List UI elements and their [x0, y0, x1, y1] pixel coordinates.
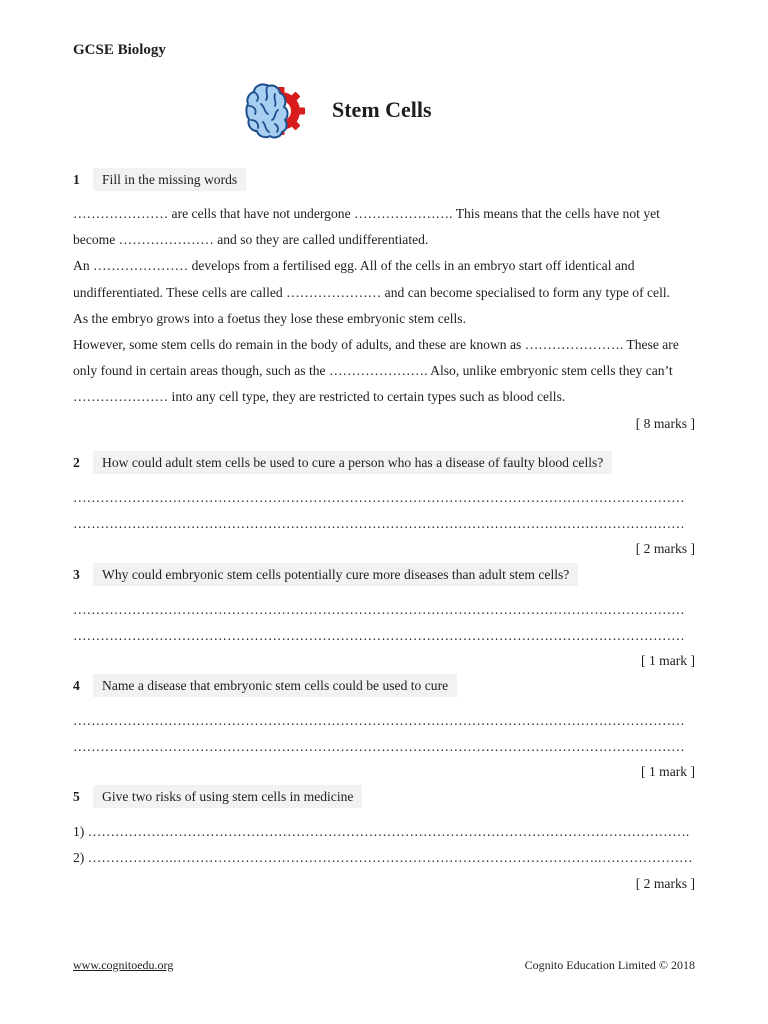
answer-line-2: 2) ……………….………………………………………………………………………………….………………… [73, 850, 693, 865]
marks-label: [ 2 marks ] [635, 541, 695, 556]
question-prompt: How could adult stem cells be used to cure a person who has a disease of faulty blood cells? [93, 451, 612, 474]
marks-label: [ 1 mark ] [641, 764, 695, 779]
paragraph-line: ………………… are cells that have not undergone …………………. This means that the cells have not yet [73, 206, 660, 221]
worksheet-title: Stem Cells [332, 97, 432, 122]
answer-line-1: 1) ……………………………………………………………………………………………………………………. [73, 824, 690, 839]
question-prompt: Fill in the missing words [93, 168, 246, 191]
marks-label: [ 8 marks ] [635, 416, 695, 431]
marks-label: [ 2 marks ] [635, 876, 695, 891]
answer-line: ……………………………………………………………………………………………………………………… [73, 713, 685, 728]
subject-heading: GCSE Biology [73, 42, 166, 58]
question-number: 5 [73, 788, 80, 804]
marks-label: [ 1 mark ] [641, 653, 695, 668]
paragraph-line: An ………………… develops from a fertilised egg. All of the cells in an embryo start off identical and [73, 258, 635, 274]
paragraph-line: ………………… into any cell type, they are restricted to certain types such as blood cells. [73, 389, 566, 405]
question-prompt: Why could embryonic stem cells potentially cure more diseases than adult stem cells? [93, 563, 578, 586]
question-prompt: Give two risks of using stem cells in medicine [93, 785, 362, 808]
question-number: 3 [73, 566, 80, 582]
answer-line: ……………………………………………………………………………………………………………………… [73, 739, 685, 754]
question-number: 1 [73, 171, 80, 187]
paragraph-line: become ………………… and so they are called undifferentiated. [73, 232, 429, 248]
answer-line: ……………………………………………………………………………………………………………………… [73, 490, 685, 505]
copyright-notice: Cognito Education Limited © 2018 [524, 958, 695, 972]
brain-gear-logo-icon [245, 80, 307, 142]
question-prompt: Name a disease that embryonic stem cells could be used to cure [93, 674, 457, 697]
question-number: 4 [73, 677, 80, 693]
answer-line: ……………………………………………………………………………………………………………………… [73, 628, 685, 643]
paragraph-line: undifferentiated. These cells are called ………………… and can become specialised to form any type of cell. [73, 284, 671, 300]
paragraph-line: only found in certain areas though, such as the …………………. Also, unlike embryonic stem cells they can’t [73, 363, 673, 379]
question-number: 2 [73, 454, 80, 470]
logo-graphic [245, 80, 307, 142]
answer-line: ……………………………………………………………………………………………………………………… [73, 516, 685, 531]
fill-in-paragraph [73, 201, 698, 411]
paragraph-line: As the embryo grows into a foetus they lose these embryonic stem cells. [73, 310, 466, 326]
paragraph-line: However, some stem cells do remain in the body of adults, and these are known as …………………. These are [73, 336, 679, 352]
website-link[interactable]: www.cognitoedu.org [73, 958, 174, 972]
answer-line: ……………………………………………………………………………………………………………………… [73, 602, 685, 617]
